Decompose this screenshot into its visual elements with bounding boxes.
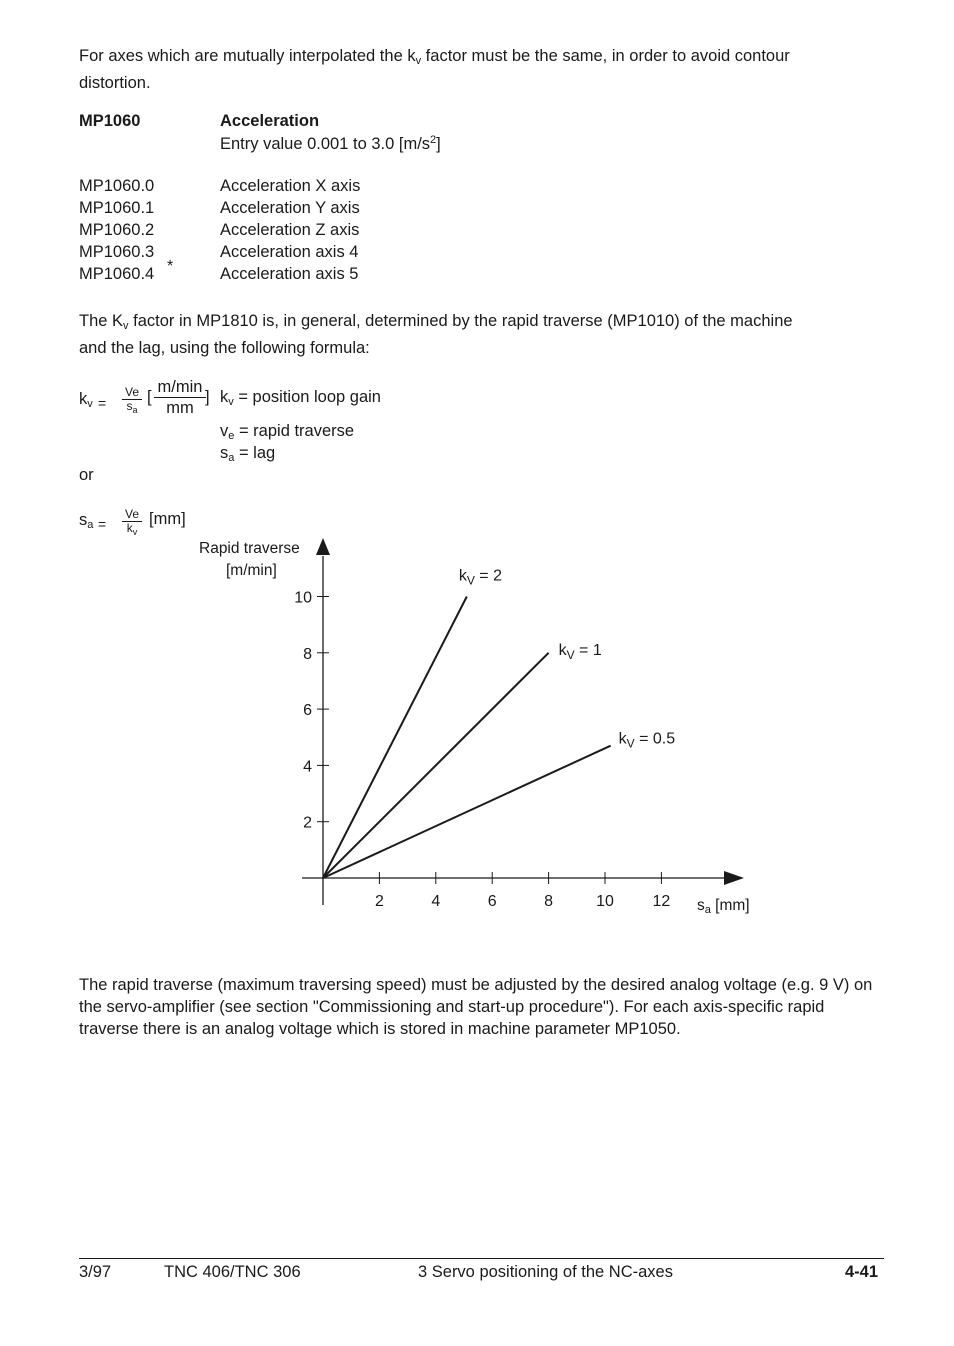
x-tick-label: 8 bbox=[544, 893, 554, 910]
def-kv-text: k bbox=[220, 388, 229, 406]
y-axis-title: Rapid traverse bbox=[199, 540, 300, 557]
formula2-den-text: k bbox=[126, 521, 133, 535]
x-tick-label: 4 bbox=[431, 893, 441, 910]
x-axis-title-text: s bbox=[697, 897, 705, 914]
param-name: Acceleration bbox=[220, 112, 320, 130]
formula1-lhs-text: k bbox=[79, 390, 88, 408]
y-tick-label: 8 bbox=[303, 645, 312, 663]
param-row-code: MP1060.3 bbox=[79, 243, 155, 261]
kv-text-a: The K bbox=[79, 312, 124, 330]
formula1-den-sub: a bbox=[132, 405, 138, 415]
formula1-unit-den: mm bbox=[166, 399, 194, 417]
x-axis-title-unit: [mm] bbox=[710, 897, 750, 914]
intro-sub: v bbox=[415, 55, 422, 67]
series-line bbox=[323, 597, 467, 879]
chart-series bbox=[323, 597, 611, 879]
param-row-label: Acceleration Y axis bbox=[220, 199, 360, 217]
kv-text-b: factor in MP1810 is, in general, determined by the rapid traverse (MP1010) of the machine bbox=[128, 312, 793, 330]
param-row-code: MP1060.0 bbox=[79, 177, 155, 195]
param-entry-sup: 2 bbox=[430, 134, 437, 146]
footer-divider bbox=[79, 1258, 884, 1259]
def-sa-rest: = lag bbox=[234, 444, 276, 462]
y-tick-label: 2 bbox=[303, 814, 312, 832]
def-sa-sub: a bbox=[228, 452, 235, 464]
x-tick-label: 10 bbox=[596, 893, 614, 910]
kv-text-c: and the lag, using the following formula: bbox=[79, 339, 370, 357]
x-axis-title bbox=[697, 897, 750, 916]
footer-date: 3/97 bbox=[79, 1263, 112, 1281]
param-row-code: MP1060.4 bbox=[79, 265, 155, 283]
param-entry-end: ] bbox=[436, 135, 441, 153]
formula2-lhs-text: s bbox=[79, 511, 88, 529]
param-row-label: Acceleration axis 4 bbox=[220, 243, 359, 261]
x-axis-arrow bbox=[724, 871, 744, 885]
y-axis-arrow bbox=[316, 538, 330, 555]
formula1-den-text: s bbox=[126, 399, 133, 413]
series-line bbox=[323, 746, 611, 878]
asterisk-mark: * bbox=[167, 258, 174, 275]
series-line bbox=[323, 653, 549, 878]
or-text: or bbox=[79, 466, 94, 484]
y-tick-label: 6 bbox=[303, 702, 312, 720]
footer-page-number: 4-41 bbox=[844, 1263, 878, 1281]
footer-section: 3 Servo positioning of the NC-axes bbox=[418, 1263, 673, 1281]
def-kv-sub: v bbox=[228, 396, 234, 408]
chart-axes bbox=[302, 538, 744, 905]
formula2-eq: = bbox=[98, 516, 107, 532]
x-tick-label: 2 bbox=[374, 893, 384, 910]
formula2-num: Ve bbox=[122, 508, 142, 522]
kv-sub: v bbox=[123, 320, 129, 332]
param-row-label: Acceleration Z axis bbox=[220, 221, 360, 239]
formula1-unit-num: m/min bbox=[154, 377, 206, 398]
formula1-eq: = bbox=[98, 395, 107, 411]
param-row-label: Acceleration axis 5 bbox=[220, 265, 359, 283]
param-entry-text: Entry value 0.001 to 3.0 [m/s bbox=[220, 135, 431, 153]
formula1-lhs-sub: v bbox=[87, 398, 93, 410]
series-label: $k_V = 1$ bbox=[558, 641, 602, 662]
x-tick-label: 12 bbox=[652, 893, 671, 910]
closing-paragraph: The rapid traverse (maximum traversing speed) must be adjusted by the desired analog voltage (e.g. 9 V) on the servo-amplifier (see section "Commissioning and start-up procedure"). For each axis-specific rapid traverse there is an analog voltage which is stored in machine parameter MP1050. bbox=[79, 976, 873, 1038]
def-ve-sub: e bbox=[228, 430, 235, 442]
series-label: $k_V = 2$ bbox=[458, 567, 502, 588]
def-ve-rest: = rapid traverse bbox=[234, 422, 355, 440]
formula1-num: Ve bbox=[122, 386, 142, 400]
param-id: MP1060 bbox=[79, 112, 141, 130]
intro-text-c: distortion. bbox=[79, 74, 151, 92]
param-row-code: MP1060.1 bbox=[79, 199, 155, 217]
y-tick-label: 4 bbox=[303, 758, 312, 776]
y-tick-label: 10 bbox=[294, 589, 312, 607]
y-axis-unit: [m/min] bbox=[226, 562, 277, 579]
x-axis-title-sub: a bbox=[704, 904, 711, 916]
intro-text-a: For axes which are mutually interpolated the k bbox=[79, 47, 416, 65]
footer-product: TNC 406/TNC 306 bbox=[164, 1263, 301, 1281]
formula2-lhs-sub: a bbox=[87, 519, 94, 531]
param-row-code: MP1060.2 bbox=[79, 221, 155, 239]
intro-text-b: factor must be the same, in order to avoid contour bbox=[421, 47, 790, 65]
x-tick-label: 6 bbox=[487, 893, 497, 910]
formula2-den-sub: v bbox=[132, 527, 138, 537]
formula1-unit-close: ] bbox=[205, 388, 210, 406]
formula1-unit-open: [ bbox=[147, 388, 152, 406]
def-ve-text: v bbox=[220, 422, 229, 440]
formula2-unit: [mm] bbox=[149, 510, 186, 528]
chart-ticks bbox=[294, 590, 670, 911]
series-label: $k_V = 0.5$ bbox=[618, 730, 676, 751]
chart-series-labels bbox=[459, 568, 675, 751]
param-row-label: Acceleration X axis bbox=[220, 177, 361, 195]
def-kv-rest: = position loop gain bbox=[233, 388, 381, 406]
def-sa-text: s bbox=[220, 444, 229, 462]
